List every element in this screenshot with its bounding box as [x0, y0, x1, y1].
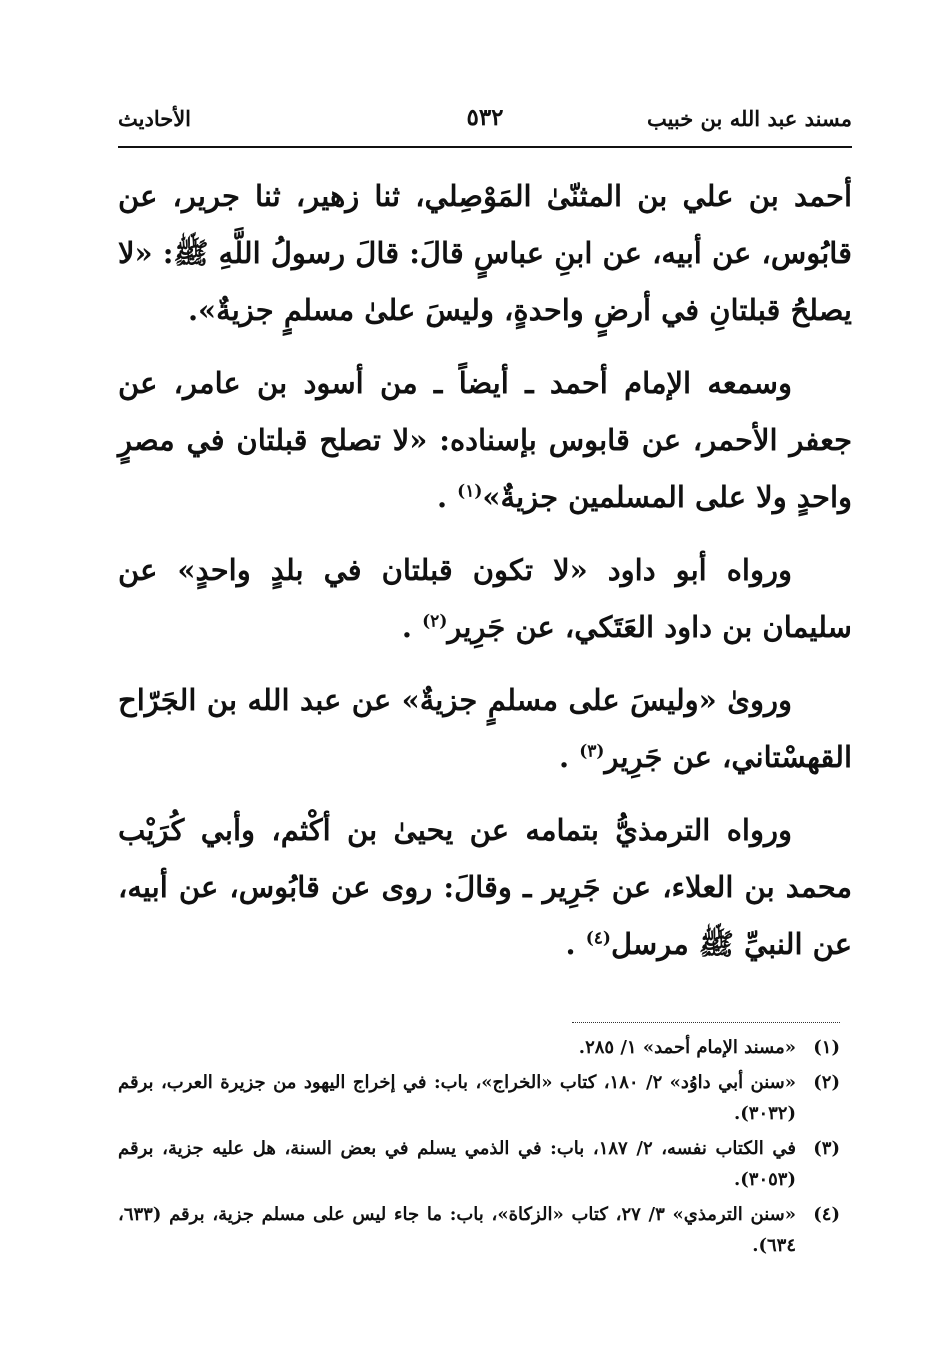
paragraph-1: أحمد بن علي بن المثنّىٰ المَوْصِلي، ثنا زهير، ثنا جرير، عن قابُوس، عن أبيه، عن ابنِ عباسٍ قالَ: قالَ رسولُ اللَّهِ ﷺ: «لا يصلحُ قبلتانِ في أرضٍ واحدةٍ، وليسَ علىٰ مسلمٍ جزيةٌ».: [118, 179, 852, 327]
footnote-ref-4[interactable]: (٤): [585, 928, 611, 949]
footnote-4: [118, 1199, 840, 1261]
footnote-text: «مسند الإمام أحمد» ١/ ٢٨٥.: [578, 1037, 796, 1058]
footnote-ref-2[interactable]: (٢): [422, 611, 448, 632]
footnote-number: (٣): [813, 1138, 840, 1159]
page-header: [118, 100, 852, 146]
footnotes: [118, 1032, 840, 1265]
footnote-text: «سنن أبي داوُد» ٢/ ١٨٠، كتاب «الخراج»، باب: في إخراج اليهود من جزيرة العرب، برقم (٣٠٣٢).: [118, 1072, 796, 1124]
main-text: [118, 168, 852, 989]
book-title: مسند عبد الله بن خبيب: [646, 106, 852, 131]
paragraph-5: ورواه الترمذيُّ بتمامه عن يحيىٰ بن أكْثم، وأبي كُرَيْب محمد بن العلاء، عن جَرِير ـ وقالَ: روى عن قابُوس، عن أبيه، عن النبيِّ ﷺ مرسل$^{(٤)}$ .: [118, 813, 852, 961]
header-divider: [118, 146, 852, 148]
footnote-number: (٢): [813, 1072, 840, 1093]
footnote-2: [118, 1067, 840, 1129]
footnote-ref-1[interactable]: (١): [457, 481, 483, 502]
footnote-number: (٤): [813, 1204, 840, 1225]
footnote-text: في الكتاب نفسه، ٢/ ١٨٧، باب: في الذمي يسلم في بعض السنة، هل عليه جزية، برقم (٣٠٥٣).: [118, 1138, 797, 1190]
paragraph-3: ورواه أبو داود «لا تكون قبلتان في بلدٍ واحدٍ» عن سليمان بن داود العَتَكي، عن جَرِير$^{(٢)}$ .: [118, 553, 852, 644]
footnote-divider: [572, 1022, 840, 1023]
footnote-1: [118, 1032, 840, 1063]
footnote-3: [118, 1133, 840, 1195]
footnote-text: «سنن الترمذي» ٣/ ٢٧، كتاب «الزكاة»، باب: ما جاء ليس على مسلم جزية، برقم (٦٣٣، ٦٣٤).: [118, 1204, 796, 1256]
footnote-number: (١): [813, 1037, 840, 1058]
paragraph-4: وروىٰ «وليسَ على مسلمٍ جزيةٌ» عن عبد الله بن الجَرّاح القهسْتاني، عن جَرِير$^{(٣)}$ .: [118, 683, 852, 774]
section-title: الأحاديث: [118, 106, 192, 131]
page-number: ٥٣٢: [466, 104, 504, 131]
paragraph-2: وسمعه الإمام أحمد ـ أيضاً ـ من أسود بن عامر، عن جعفر الأحمر، عن قابوس بإسناده: «لا تصلح قبلتان في مصرٍ واحدٍ ولا على المسلمين جزيةٌ»$^{(١)}$ .: [118, 366, 852, 514]
footnote-ref-3[interactable]: (٣): [579, 741, 605, 762]
